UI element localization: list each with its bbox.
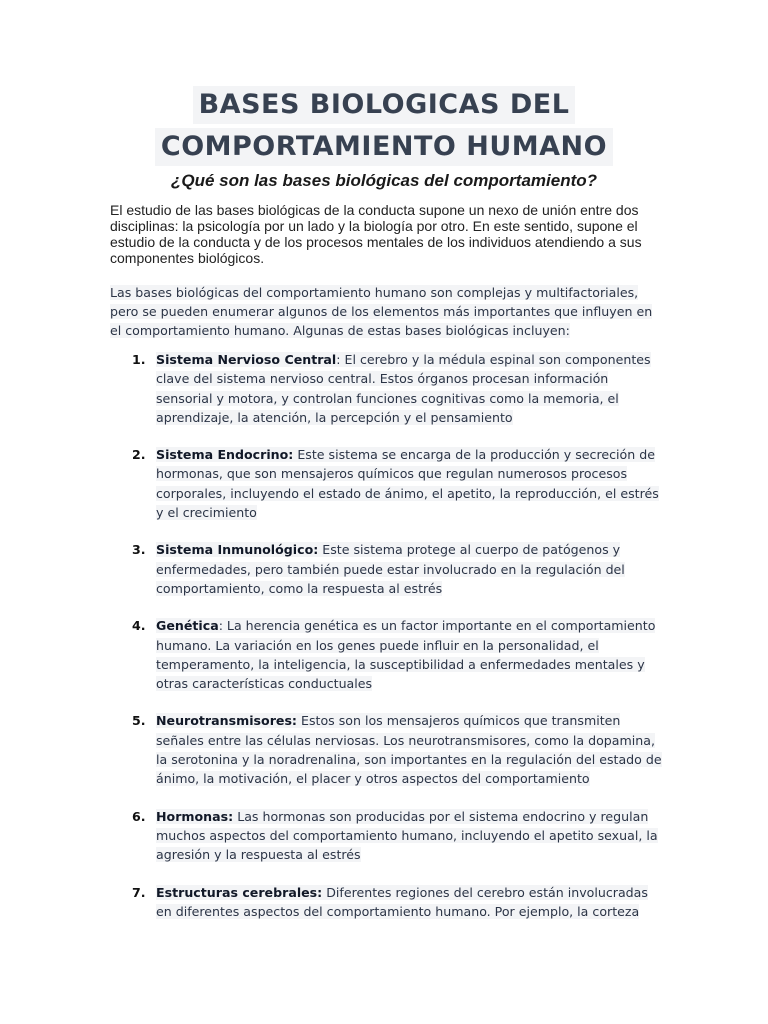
list-item-text: Estos son los mensajeros químicos que transmiten señales entre las células nerviosas. Los neurotransmisores, como la dopamina, la serotonina y la noradrenalina, son importantes en la regulación del estado de ánimo, la motivación, el placer y otros aspectos del comportamiento — [156, 713, 662, 787]
list-item-text: Este sistema protege al cuerpo de patógenos y enfermedades, pero también puede estar involucrado en la regulación del comportamiento, como la respuesta al estrés — [156, 542, 625, 596]
list-item-number: 2. — [132, 447, 146, 463]
document-title — [0, 86, 768, 166]
list-item-number: 3. — [132, 542, 146, 558]
list-item-term: Estructuras cerebrales: — [156, 884, 323, 900]
list-item-term: Sistema Endocrino: — [156, 447, 294, 463]
list-item-text: Este sistema se encarga de la producción y secreción de hormonas, que son mensajeros químicos que regulan numerosos procesos corporales, incluyendo el estado de ánimo, el apetito, la reproducción, el estrés y el crecimiento — [156, 447, 659, 521]
list-item-number: 4. — [132, 618, 146, 634]
list-item — [110, 711, 662, 788]
list-item — [110, 350, 662, 427]
list-item-number: 1. — [132, 352, 146, 367]
lead-paragraph — [110, 283, 660, 340]
list-item-term: Genética — [156, 618, 219, 634]
list-item-term: Sistema Inmunológico: — [156, 542, 319, 558]
list-item — [110, 883, 662, 922]
title-line-2: COMPORTAMIENTO HUMANO — [155, 128, 613, 166]
intro-paragraph: El estudio de las bases biológicas de la conducta supone un nexo de unión entre dos disciplinas: la psicología por un lado y la biología por otro. En este sentido, supone el estudio de la conducta y de los procesos mentales de los individuos atendiendo a sus componentes biológicos. — [110, 202, 642, 266]
list-item-number: 6. — [132, 808, 146, 824]
list-item — [110, 616, 662, 693]
list-item-number: 7. — [132, 884, 146, 900]
title-line-1: BASES BIOLOGICAS DEL — [193, 86, 576, 124]
biological-bases-list — [110, 350, 662, 939]
list-item-term: Sistema Nervioso Central — [156, 352, 337, 367]
list-item-text: : La herencia genética es un factor importante en el comportamiento humano. La variación en los genes puede influir en la personalidad, el temperamento, la inteligencia, la susceptibilidad a enfermedades mentales y otras características conductuales — [156, 618, 656, 692]
list-item-text: Diferentes regiones del cerebro están involucradas en diferentes aspectos del comportamiento humano. Por ejemplo, la corteza — [156, 884, 648, 919]
list-item-text: Las hormonas son producidas por el sistema endocrino y regulan muchos aspectos del comportamiento humano, incluyendo el apetito sexual, la agresión y la respuesta al estrés — [156, 808, 658, 863]
list-item-term: Neurotransmisores: — [156, 713, 297, 729]
list-item-number: 5. — [132, 713, 146, 729]
lead-paragraph-text: Las bases biológicas del comportamiento humano son complejas y multifactoriales, pero se pueden enumerar algunos de los elementos más importantes que influyen en el comportamiento humano. Algunas de estas bases biológicas incluyen: — [110, 285, 653, 338]
list-item-text: : El cerebro y la médula espinal son componentes clave del sistema nervioso central. Estos órganos procesan información sensorial y motora, y controlan funciones cognitivas como la memoria, el aprendizaje, la atención, la percepción y el pensamiento — [156, 352, 651, 425]
list-item — [110, 540, 662, 598]
list-item — [110, 445, 662, 522]
list-item — [110, 807, 662, 865]
list-item-term: Hormonas: — [156, 808, 234, 824]
section-heading: ¿Qué son las bases biológicas del comportamiento? — [170, 171, 598, 190]
